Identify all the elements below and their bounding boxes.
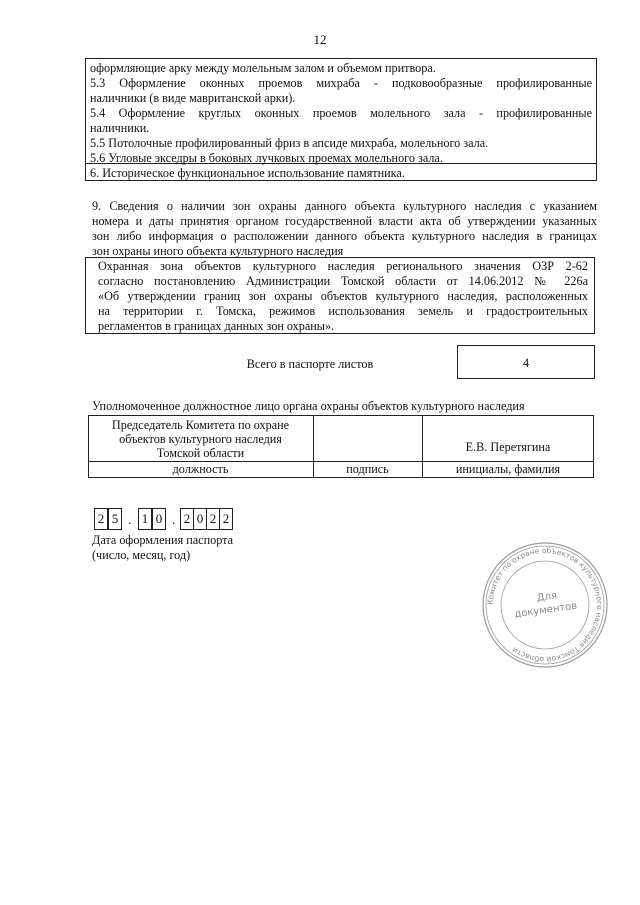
features-table-row: 5.5 Потолочные профилированный фриз в апсиде михраба, молельного зала. <box>90 136 489 150</box>
official-position: объектов культурного наследия <box>119 432 282 446</box>
date-separator: . <box>172 512 176 527</box>
section9-text: номера и даты принятия органом государственной власти акта об утверждении указанных <box>92 214 597 228</box>
stamp-center-text: Для <box>536 590 558 605</box>
section9-text: зон охраны иного объекта культурного наследия <box>92 244 344 258</box>
date-day-digit: 2 <box>94 508 108 530</box>
date-month-digit: 0 <box>152 508 166 530</box>
document-stamp <box>480 540 610 670</box>
date-year-digit: 2 <box>180 508 194 530</box>
official-position: Томской области <box>156 446 245 460</box>
date-separator: . <box>128 512 132 527</box>
features-table-row: 5.4 Оформление круглых оконных проемов молельного зала - профилированные <box>90 106 592 120</box>
features-table-row: оформляющие арку между молельным залом и объемом притвора. <box>90 61 436 75</box>
protection-zone-text: согласно постановлению Администрации Томской области от 14.06.2012 № 226а <box>98 274 588 288</box>
official-position: Председатель Комитета по охране <box>111 418 290 432</box>
section9-text: зон либо информация о расположении данного объекта культурного наследия в границах <box>92 229 597 243</box>
protection-zone-text: регламентов в границах данных зон охраны». <box>98 319 335 333</box>
page-number: 12 <box>313 32 327 47</box>
features-table-row: 6. Историческое функциональное использование памятника. <box>90 166 405 180</box>
date-day-digit: 5 <box>108 508 122 530</box>
protection-zone-text: на территории г. Томска, режимов использования земель и градостроительных <box>98 304 588 318</box>
sheets-count: 4 <box>522 356 530 370</box>
official-name: Е.В. Перетягина <box>465 440 551 454</box>
date-label: Дата оформления паспорта <box>92 533 234 547</box>
date-month-digit: 1 <box>138 508 152 530</box>
caption-name: инициалы, фамилия <box>455 462 561 476</box>
date-year-digit: 0 <box>193 508 207 530</box>
protection-zone-text: «Об утверждении границ зон охраны объектов культурного наследия, расположенных <box>98 289 588 303</box>
date-year-digit: 2 <box>219 508 233 530</box>
stamp-center-text: документов <box>513 600 578 621</box>
features-table-row: наличники. <box>90 121 150 135</box>
caption-position: должность <box>172 462 229 476</box>
stamp-ring-text: Комитет по охране объектов культурного наследия Томской области <box>485 545 605 665</box>
features-table-row: наличники (в виде мавританской арки). <box>90 91 296 105</box>
date-year-digit: 2 <box>206 508 220 530</box>
features-table-row: 5.3 Оформление оконных проемов михраба - подковообразные профилированные <box>90 76 592 90</box>
date-label-hint: (число, месяц, год) <box>92 548 191 562</box>
caption-signature: подпись <box>346 462 389 476</box>
features-table-row: 5.6 Угловые экседры в боковых лучковых проемах молельного зала. <box>90 151 443 165</box>
official-heading: Уполномоченное должностное лицо органа охраны объектов культурного наследия <box>92 399 525 413</box>
protection-zone-text: Охранная зона объектов культурного наследия регионального значения ОЗР 2-62 <box>98 259 588 273</box>
section9-text: 9. Сведения о наличии зон охраны данного объекта культурного наследия с указанием <box>92 199 597 213</box>
sheets-label: Всего в паспорте листов <box>246 357 374 371</box>
